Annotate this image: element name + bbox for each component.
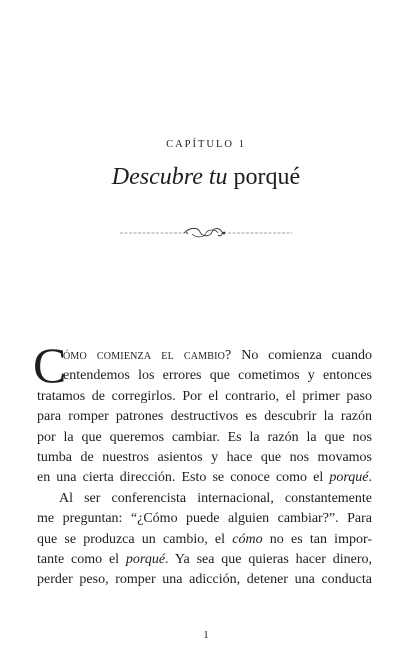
drop-cap: C xyxy=(33,337,67,393)
text-line: para romper patrones destructivos es descubrir la razón xyxy=(37,409,372,425)
chapter-title-italic: Descubre tu xyxy=(111,164,228,190)
text-line: entendemos los errores que cometimos y entonces xyxy=(63,368,372,384)
text-line xyxy=(37,468,372,488)
ornament-divider xyxy=(120,224,292,242)
chapter-label: CAPÍTULO 1 xyxy=(166,139,246,150)
text-line: por la que queremos cambiar. Es la razón la que nos xyxy=(37,429,372,445)
chapter-title xyxy=(0,162,412,192)
text-line xyxy=(37,550,372,570)
page-number: 1 xyxy=(203,629,209,641)
text-line: perder peso, romper una adicción, detener una conducta xyxy=(37,572,372,588)
emphasis: cómo xyxy=(232,531,263,547)
line-fragment: No comienza cuando xyxy=(231,348,372,363)
text-line xyxy=(37,346,372,366)
text-line xyxy=(37,530,372,550)
body-text xyxy=(37,346,372,591)
line-fragment: tante como el xyxy=(37,551,126,567)
line-fragment: . xyxy=(368,470,372,486)
emphasis: porqué xyxy=(329,470,369,486)
text-line: tumba de nuestros asientos y hace que nos movamos xyxy=(37,449,372,465)
line-fragment: . Ya sea que quieras hacer dinero, xyxy=(165,551,372,567)
emphasis: porqué xyxy=(125,551,166,567)
text-line: tratamos de corregirlos. Por el contrario, el primer paso xyxy=(37,388,372,404)
line-fragment: en una cierta dirección. Esto se conoce como el xyxy=(37,470,330,486)
text-line: me preguntan: “¿Cómo puede alguien cambiar?”. Para xyxy=(37,511,372,527)
line-fragment: no es tan impor- xyxy=(262,531,372,547)
lead-smallcaps: ómo comienza el cambio? xyxy=(63,348,232,363)
chapter-title-roman: porqué xyxy=(233,164,301,190)
line-fragment: que se produzca un cambio, el xyxy=(37,531,233,547)
text-line: Al ser conferencista internacional, constantemente xyxy=(59,490,372,506)
